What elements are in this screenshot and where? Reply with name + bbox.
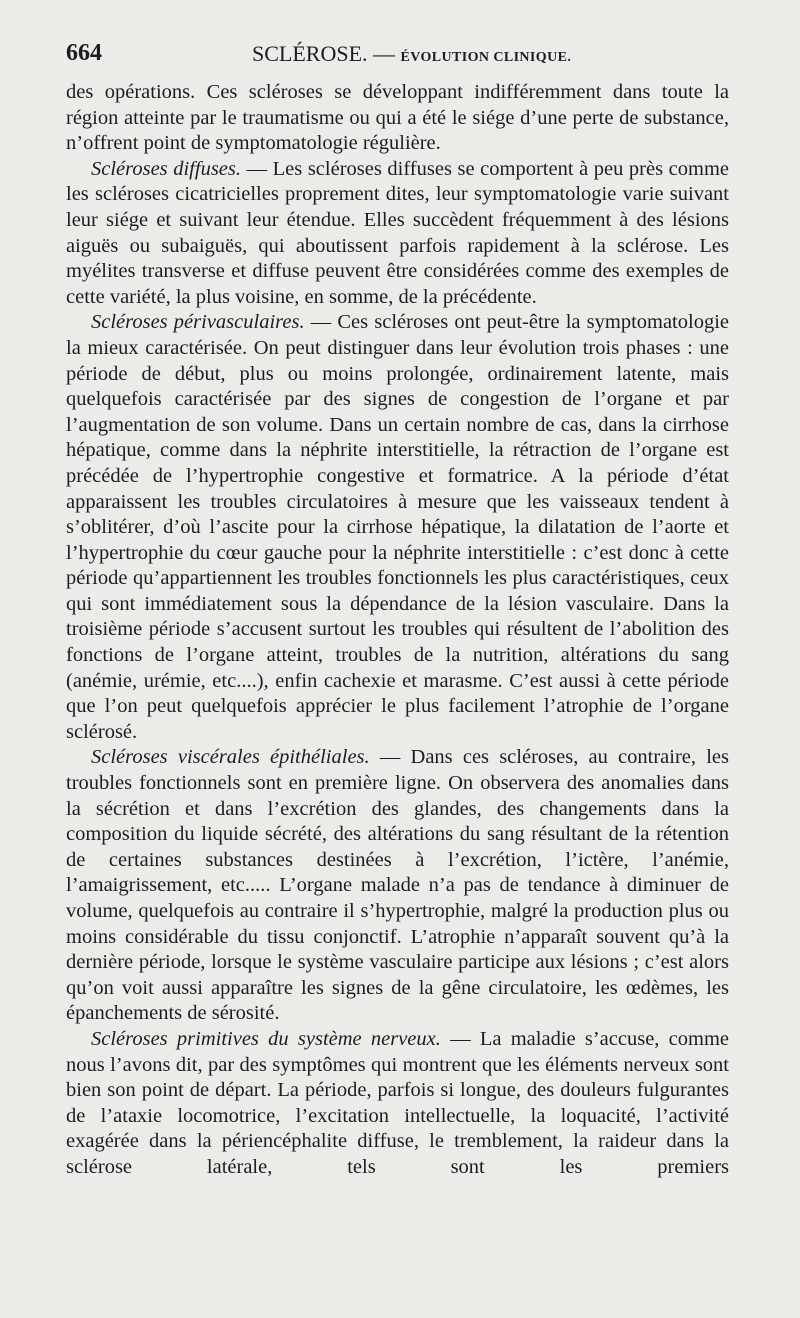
paragraph-text: — La maladie s’accuse, comme nous l’avons dit, par des symptômes qui montrent que les éléments nerveux sont bien son point de départ. La période, parfois si longue, des douleurs fulgurantes de l’ataxie locomotrice, l’excitation intellectuelle, la loquacité, l’activité exagérée dans la périencéphalite diffuse, le tremblement, la raideur dans la sclérose latérale, tels sont les premiers <box>66 1027 730 1178</box>
paragraph-scleroses-diffuses <box>66 157 729 311</box>
section-heading-perivasculaires: Scléroses périvasculaires. <box>91 311 305 334</box>
section-heading-diffuses: Scléroses diffuses. <box>91 157 242 180</box>
paragraph-text: des opérations. Ces scléroses se développant indifféremment dans toute la région atteinte par le traumatisme ou qui a été le siége d’une perte de substance, n’offrent point de symptomatologie régulière. <box>66 81 729 155</box>
paragraph-scleroses-perivasculaires <box>66 310 729 745</box>
paragraph-scleroses-visceralles <box>66 745 729 1027</box>
section-heading-viscerales: Scléroses viscérales épithéliales. <box>91 746 370 769</box>
paragraph-scleroses-nerveuses <box>66 1027 729 1181</box>
running-title-sub: ÉVOLUTION CLINIQUE. <box>400 50 572 65</box>
running-title <box>252 41 571 67</box>
page-number: 664 <box>66 40 102 66</box>
body-text <box>66 80 729 1181</box>
paragraph-text: — Dans ces scléroses, au contraire, les troubles fonctionnels sont en première ligne. On observera des anomalies dans la sécrétion et dans l’excrétion des glandes, des changements dans la composition du liquide sécrété, des altérations du sang résultant de la rétention de certaines substances destinées à l’excrétion, l’ictère, l’anémie, l’amaigrissement, etc..... L’organe malade n’a pas de tendance à diminuer de volume, quelquefois au contraire il s’hypertrophie, malgré la production plus ou moins considérable du tissu conjonctif. L’atrophie n’apparaît souvent qu’à la dernière période, lorsque le système vasculaire participe aux lésions ; c’est alors qu’on voit aussi apparaître les signes de la gêne circulatoire, les œdèmes, les épanchements de sérosité. <box>66 746 729 1025</box>
running-header <box>66 38 726 78</box>
running-title-main: SCLÉROSE. — <box>252 41 396 66</box>
paragraph-text: — Les scléroses diffuses se comportent à peu près comme les scléroses cicatricielles proprement dites, leur symptomatologie varie suivant leur siége et suivant leur étendue. Elles succèdent fréquemment à des lésions aiguës ou subaiguës, qui aboutissent parfois rapidement à la sclérose. Les myélites transverse et diffuse peuvent être considérées comme des exemples de cette variété, la plus voisine, en somme, de la précédente. <box>66 157 730 308</box>
paragraph-continuation <box>66 80 729 157</box>
paragraph-text: — Ces scléroses ont peut-être la symptomatologie la mieux caractérisée. On peut distinguer dans leur évolution trois phases : une période de début, plus ou moins prolongée, ordinairement latente, mais quelquefois caractérisée par des signes de congestion de l’organe et par l’augmentation de son volume. Dans un certain nombre de cas, dans la cirrhose hépatique, comme dans la néphrite interstitielle, la rétraction de l’organe est précédée de l’hypertrophie congestive et formatrice. A la période d’état apparaissent les troubles circulatoires à mesure que les vaisseaux tendent à s’oblitérer, d’où l’ascite pour la cirrhose hépatique, la dilatation de l’aorte et l’hypertrophie du cœur gauche pour la néphrite interstitielle : c’est donc à cette période qu’appartiennent les troubles fonctionnels les plus caractéristiques, ceux qui sont immédiatement sous la dépendance de la lésion vasculaire. Dans la troisième période s’accusent surtout les troubles qui résultent de l’abolition des fonctions de l’organe atteint, troubles de la nutrition, altérations du sang (anémie, urémie, etc....), enfin cachexie et marasme. C’est aussi à cette période que l’on peut quelquefois apprécier le plus facilement l’atrophie de l’organe sclérosé. <box>66 311 729 743</box>
section-heading-nerveux: Scléroses primitives du système nerveux. <box>91 1027 441 1050</box>
